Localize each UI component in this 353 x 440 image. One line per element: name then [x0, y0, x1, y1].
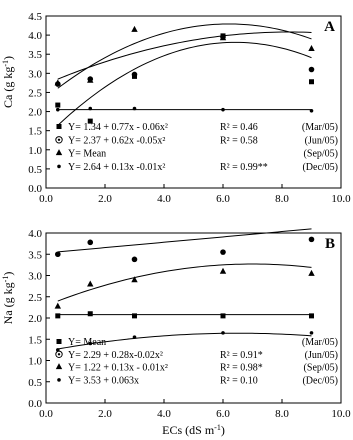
point-dot: [88, 107, 92, 111]
point-dot: [310, 331, 314, 335]
x-tick-label: 8.0: [275, 193, 289, 205]
y-tick-label: 0.0: [28, 183, 42, 195]
legend-marker-dot: [58, 353, 60, 355]
y-tick-label: 3.5: [28, 249, 42, 262]
y-axis-title: [1, 56, 15, 108]
point-square: [55, 103, 60, 108]
legend-date: (Dec/05): [302, 161, 338, 173]
x-tick-label: 2.0: [98, 408, 112, 420]
legend-equation: Y= 2.37 + 0.62x -0.05x²: [68, 135, 166, 147]
x-tick-label: 8.0: [275, 408, 289, 420]
legend-marker-square: [57, 124, 62, 129]
y-axis-title-main: Ca (g kg: [1, 66, 15, 108]
y-tick-label: 3.0: [28, 68, 42, 81]
point-triangle: [308, 270, 314, 276]
y-tick-label: 1.5: [28, 334, 42, 347]
x-tick-label: 2.0: [98, 193, 112, 205]
legend-r2: R² = 0.91*: [220, 349, 263, 361]
point-square: [88, 311, 93, 316]
x-tick-label: 0.0: [39, 193, 53, 205]
y-tick-label: 3.0: [28, 270, 42, 283]
point-triangle: [87, 281, 93, 287]
x-tick-label: 0.0: [39, 408, 53, 420]
x-axis-title-end: ): [220, 423, 225, 437]
legend-date: (Sep/05): [303, 148, 338, 160]
legend-marker-square: [57, 339, 62, 344]
y-tick-label: 0.5: [28, 163, 42, 176]
fit-curve-square: [58, 42, 312, 125]
legend-date: (Sep/05): [303, 362, 338, 374]
legend-marker-dot: [58, 139, 60, 141]
legend-r2: R² = 0.58: [220, 135, 258, 147]
point-dot: [310, 109, 314, 113]
legend-r2: R² = 0.46: [220, 122, 258, 133]
point-square: [55, 313, 60, 318]
y-tick-label: 1.5: [28, 125, 42, 138]
point-circle-dot: [87, 240, 93, 246]
point-dot: [56, 108, 60, 112]
y-tick-label: 2.5: [28, 291, 42, 304]
legend-marker-dot: [57, 165, 61, 169]
legend-equation: Y= 1.34 + 0.77x - 0.06x²: [68, 122, 168, 133]
point-square: [221, 313, 226, 318]
legend-r2: R² = 0.10: [220, 375, 258, 387]
point-square: [309, 313, 314, 318]
panel-na: [1, 228, 351, 437]
legend-equation: Y= 1.22 + 0.13x - 0.01x²: [68, 362, 168, 374]
legend-equation: Y= Mean: [68, 337, 107, 348]
y-tick-label: 0.0: [28, 398, 42, 410]
y-axis-title: [1, 272, 15, 325]
y-axis-title-end: ): [1, 56, 15, 60]
legend-r2: R² = 0.99**: [220, 161, 268, 173]
panel-letter: B: [324, 236, 335, 252]
point-dot: [133, 335, 137, 339]
x-tick-label: 6.0: [216, 408, 230, 420]
legend-equation: Y= 3.53 + 0.063x: [68, 375, 140, 387]
legend-date: (Mar/05): [301, 122, 338, 133]
y-tick-label: 0.5: [28, 376, 42, 389]
y-tick-label: 3.5: [28, 49, 42, 62]
point-circle-dot: [132, 72, 138, 78]
legend-equation: Y= 2.29 + 0.28x-0.02x²: [68, 349, 163, 361]
point-triangle: [220, 268, 226, 274]
point-circle-dot: [220, 249, 226, 255]
x-axis-title: [162, 423, 225, 437]
x-tick-label: 4.0: [157, 408, 171, 420]
y-tick-label: 1.0: [28, 144, 42, 157]
fit-curve-circle-dot: [58, 229, 312, 252]
legend-date: (Mar/05): [301, 337, 338, 348]
legend-date: (Dec/05): [302, 375, 338, 387]
x-axis-title-sup: -1: [214, 423, 221, 432]
point-circle-dot: [55, 251, 61, 257]
point-square: [132, 313, 137, 318]
legend-date: (Jun/05): [304, 349, 338, 361]
panel-letter: A: [324, 19, 335, 35]
legend-r2: R² = 0.98*: [220, 362, 263, 374]
y-axis-title-end: ): [1, 271, 15, 276]
point-triangle: [131, 26, 137, 32]
y-axis-title-main: Na (g kg: [1, 282, 15, 325]
x-tick-label: 10.0: [331, 408, 351, 420]
point-dot: [221, 108, 225, 112]
legend-equation: Y= Mean: [68, 148, 107, 160]
x-axis-title-main: ECs (dS m: [162, 423, 215, 437]
point-circle-dot: [132, 257, 138, 263]
x-tick-label: 10.0: [331, 193, 351, 205]
point-circle-dot: [309, 237, 315, 243]
legend-marker-triangle: [56, 363, 62, 369]
panel-ca: [1, 11, 351, 205]
point-circle-dot: [309, 67, 315, 73]
y-axis-title-sup: -1: [1, 60, 10, 67]
x-tick-label: 6.0: [216, 193, 230, 205]
legend-marker-dot: [57, 378, 61, 382]
y-tick-label: 4.5: [28, 11, 42, 23]
y-tick-label: 4.0: [28, 228, 42, 240]
point-triangle: [308, 45, 314, 51]
point-square: [309, 79, 314, 84]
y-tick-label: 2.5: [28, 87, 42, 100]
legend-date: (Jun/05): [304, 135, 338, 147]
fit-curve-circle-dot: [58, 24, 312, 88]
y-tick-label: 4.0: [28, 30, 42, 43]
fit-curve-triangle: [58, 264, 312, 301]
legend-marker-triangle: [56, 149, 62, 155]
point-dot: [221, 331, 225, 335]
y-tick-label: 2.0: [28, 106, 42, 119]
legend-equation: Y= 2.64 + 0.13x -0.01x²: [68, 161, 166, 173]
point-dot: [133, 107, 137, 111]
y-tick-label: 1.0: [28, 355, 42, 368]
y-axis-title-sup: -1: [1, 275, 10, 283]
x-tick-label: 4.0: [157, 193, 171, 205]
fit-curve-triangle: [58, 32, 312, 79]
point-triangle: [55, 303, 61, 309]
y-tick-label: 2.0: [28, 313, 42, 325]
